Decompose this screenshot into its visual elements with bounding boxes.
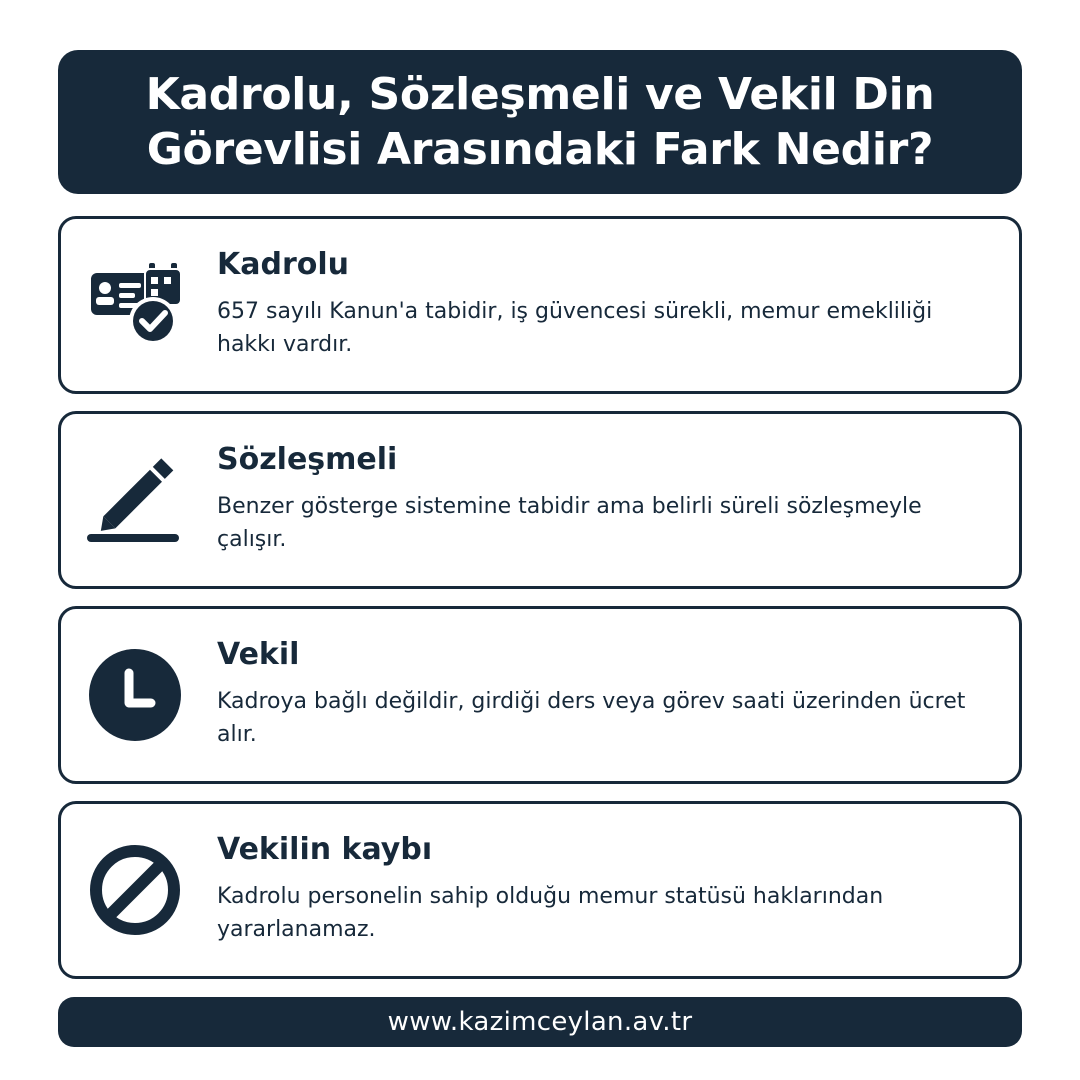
clock-icon [85,645,185,745]
card-text: Benzer gösterge sistemine tabidir ama belirli süreli sözleşmeyle çalışır. [217,494,922,552]
id-card-calendar-check-icon [85,255,185,355]
card-sozlesmeli [58,411,1022,589]
card-heading: Vekil [217,637,300,672]
card-kadrolu [58,216,1022,394]
prohibited-icon [85,840,185,940]
card-heading: Vekilin kaybı [217,832,433,867]
card-vekilin-kaybi [58,801,1022,979]
card-heading: Kadrolu [217,247,350,282]
pencil-icon [85,450,185,550]
card-heading: Sözleşmeli [217,442,398,477]
card-text: 657 sayılı Kanun'a tabidir, iş güvencesi sürekli, memur emekliliği hakkı vardır. [217,299,933,357]
page-title: Kadrolu, Sözleşmeli ve Vekil Din Görevlisi Arasındaki Fark Nedir? [145,69,935,175]
card-vekil [58,606,1022,784]
title-banner [58,50,1022,194]
footer-banner [58,997,1022,1047]
website-link[interactable]: www.kazimceylan.av.tr [387,1007,693,1037]
card-text: Kadrolu personelin sahip olduğu memur statüsü haklarından yararlanamaz. [217,884,884,942]
card-text: Kadroya bağlı değildir, girdiği ders veya görev saati üzerinden ücret alır. [217,689,966,747]
